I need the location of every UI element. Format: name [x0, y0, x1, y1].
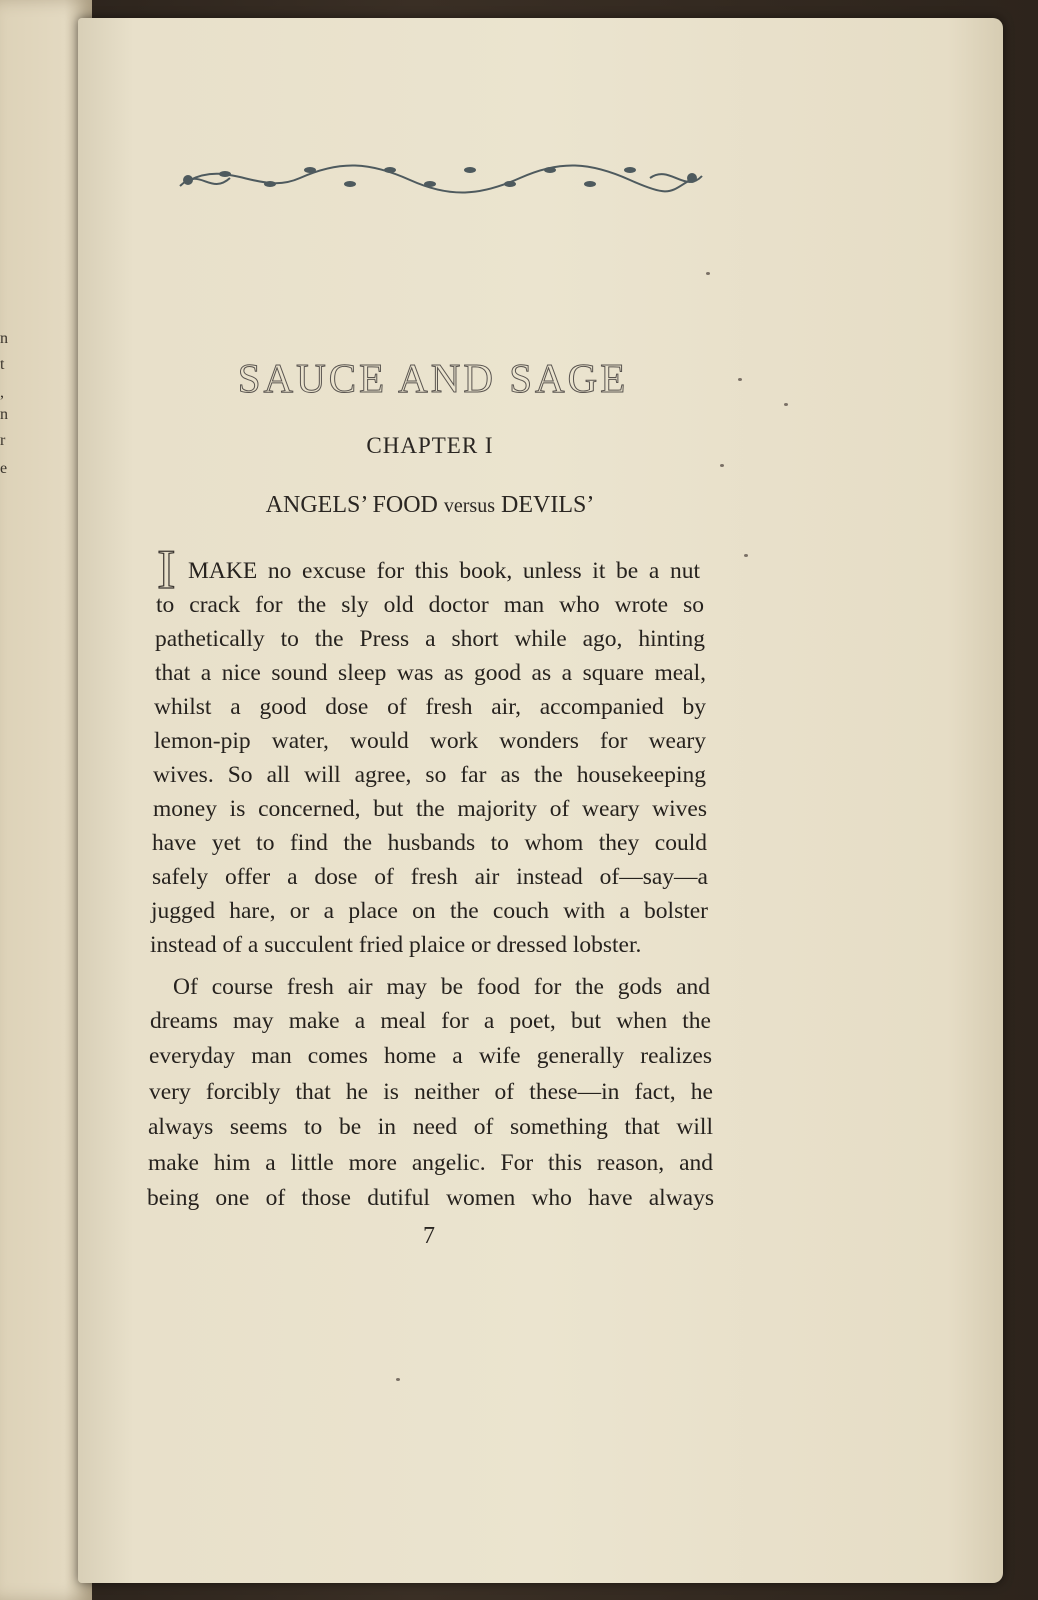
text-line: being one of those dutiful women who have always [147, 1185, 714, 1211]
paper-fleck [396, 1378, 400, 1381]
drop-cap: I [157, 539, 176, 601]
text-line: jugged hare, or a place on the couch with a bolster [151, 898, 708, 924]
chapter-number: CHAPTER I [366, 433, 494, 458]
text-line: wives. So all will agree, so far as the housekeeping [153, 762, 706, 788]
paper-fleck [744, 554, 748, 557]
text-line: always seems to be in need of something that will [148, 1114, 713, 1140]
paper-fleck [720, 464, 724, 467]
text-line: Of course fresh air may be food for the gods and [173, 974, 710, 1000]
text-line: make him a little more angelic. For this reason, and [148, 1150, 713, 1176]
paper-fleck [738, 378, 742, 381]
text-line: pathetically to the Press a short while ago, hinting [155, 626, 705, 652]
text-line: everyday man comes home a wife generally realizes [149, 1043, 712, 1069]
chapter-title-versus: versus [443, 495, 495, 517]
edge-letter: n [0, 330, 8, 347]
paper-fleck [706, 272, 710, 275]
book-title: SAUCE AND SAGE [237, 355, 629, 401]
text-line: very forcibly that he is neither of these—in fact, he [149, 1079, 713, 1105]
text-line: safely offer a dose of fresh air instead of—say—a [152, 864, 708, 890]
chapter-title-part: ANGELS’ FOOD [265, 492, 438, 518]
paper-fleck [784, 403, 788, 406]
floral-ornament-icon [170, 156, 710, 200]
page-number: 7 [423, 1223, 435, 1249]
text-line: instead of a succulent fried plaice or dressed lobster. [150, 932, 642, 958]
chapter-title [78, 492, 782, 519]
edge-letter: e [0, 460, 8, 477]
text-line: have yet to find the husbands to whom they could [152, 830, 707, 856]
edge-letter: , [0, 384, 4, 401]
book-page [78, 18, 1003, 1583]
edge-letter: t [0, 356, 5, 373]
text-line: to crack for the sly old doctor man who wrote so [156, 592, 704, 618]
chapter-title-part: DEVILS’ [501, 492, 595, 518]
text-line: money is concerned, but the majority of weary wives [153, 796, 707, 822]
text-line: lemon-pip water, would work wonders for weary [154, 728, 706, 754]
text-line: that a nice sound sleep was as good as a square meal, [155, 660, 706, 686]
edge-letter: r [0, 432, 6, 449]
text-line: MAKE no excuse for this book, unless it be a nut [188, 558, 700, 584]
text-line: whilst a good dose of fresh air, accompanied by [154, 694, 706, 720]
edge-letter: n [0, 406, 8, 423]
text-line: dreams may make a meal for a poet, but when the [150, 1008, 711, 1034]
